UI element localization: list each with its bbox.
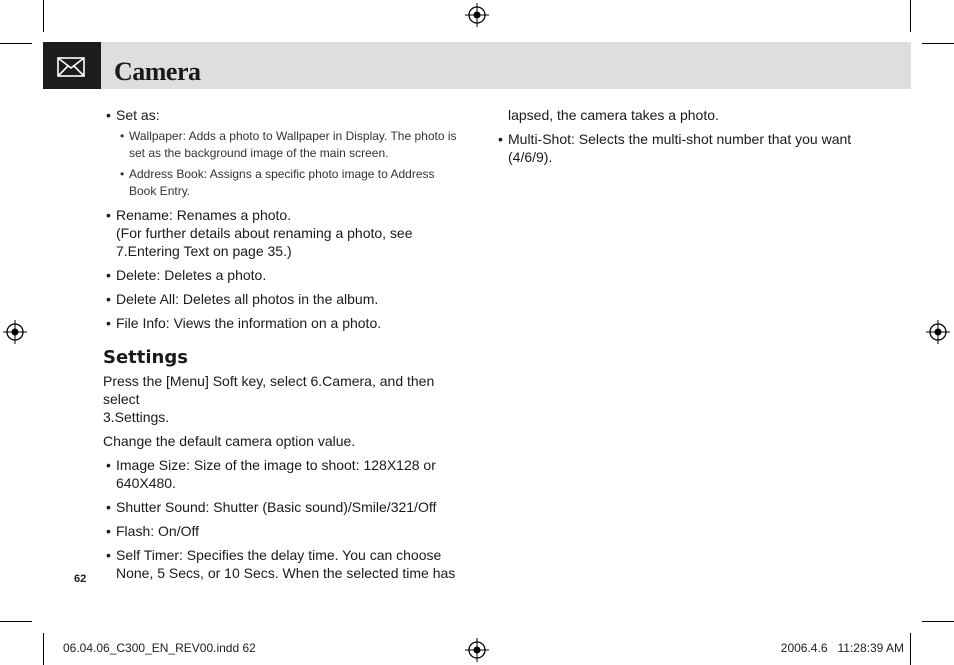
file-info-item: • File Info: Views the information on a photo. <box>103 314 468 332</box>
crop-mark <box>910 0 911 32</box>
crop-mark <box>0 43 32 44</box>
crop-mark <box>43 0 44 32</box>
crop-mark <box>922 43 954 44</box>
settings-heading: Settings <box>103 347 188 368</box>
registration-mark-icon <box>465 638 489 662</box>
registration-mark-icon <box>465 3 489 27</box>
delete-all-item: • Delete All: Deletes all photos in the album. <box>103 290 468 308</box>
wallpaper-item: • Wallpaper: Adds a photo to Wallpaper in Display. The photo is set as the background image of the main screen. <box>103 128 468 162</box>
flash-item: • Flash: On/Off <box>103 522 468 540</box>
left-column <box>103 106 468 582</box>
settings-change: Change the default camera option value. <box>103 433 356 449</box>
multi-shot-item: • Multi-Shot: Selects the multi-shot number that you want (4/6/9). <box>495 130 855 166</box>
timestamp: 2006.4.6 11:28:39 AM <box>780 641 904 655</box>
file-name: 06.04.06_C300_EN_REV00.indd 62 <box>63 641 256 655</box>
self-timer-item: • Self Timer: Specifies the delay time. You can choose None, 5 Secs, or 10 Secs. When the selected time has <box>103 546 468 582</box>
image-size-item: • Image Size: Size of the image to shoot: 128X128 or 640X480. <box>103 456 468 492</box>
envelope-icon <box>57 57 85 77</box>
right-column <box>495 106 855 166</box>
rename-item: • Rename: Renames a photo. (For further details about renaming a photo, see 7.Entering Text on page 35.) <box>103 206 468 260</box>
registration-mark-icon <box>926 320 950 344</box>
crop-mark <box>0 621 32 622</box>
shutter-sound-item: • Shutter Sound: Shutter (Basic sound)/Smile/321/Off <box>103 498 468 516</box>
page-title: Camera <box>114 57 201 86</box>
header-icon-box <box>43 42 101 89</box>
set-as-item: • Set as: <box>103 106 468 124</box>
registration-mark-icon <box>3 320 27 344</box>
settings-intro: Press the [Menu] Soft key, select 6.Camera, and then select 3.Settings. <box>103 373 435 425</box>
crop-mark <box>922 621 954 622</box>
continuation-text: lapsed, the camera takes a photo. <box>508 107 719 123</box>
crop-mark <box>910 633 911 665</box>
delete-item: • Delete: Deletes a photo. <box>103 266 468 284</box>
address-book-item: • Address Book: Assigns a specific photo image to Address Book Entry. <box>103 166 468 200</box>
crop-mark <box>43 633 44 665</box>
page-number: 62 <box>74 573 87 585</box>
